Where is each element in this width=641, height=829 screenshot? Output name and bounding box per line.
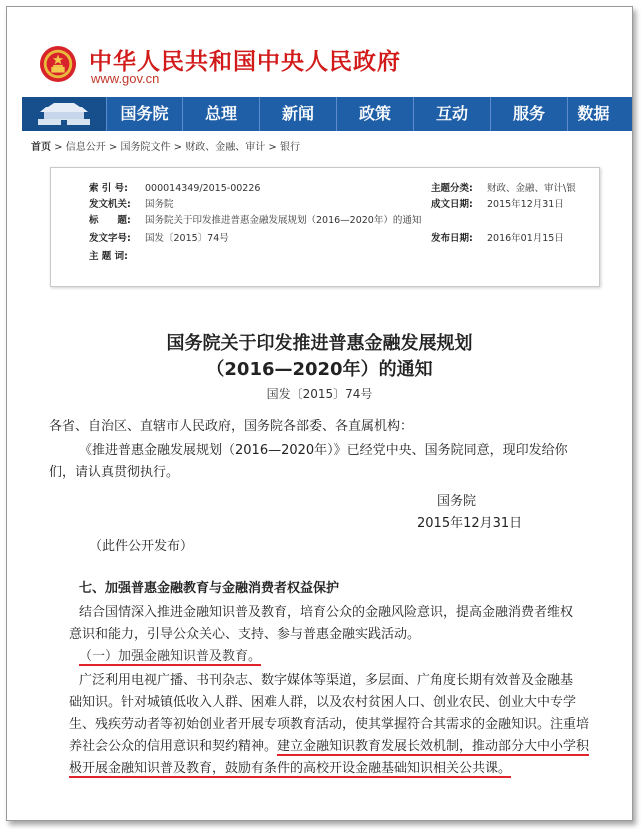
document-number: 国发〔2015〕74号 <box>266 387 373 401</box>
national-emblem-icon[interactable] <box>39 45 77 83</box>
meta-title-value: 国务院关于印发推进普惠金融发展规划（2016—2020年）的通知 <box>145 215 422 226</box>
meta-issuer-label: 发文机关: <box>89 199 131 210</box>
document-title-line1: 国务院关于印发推进普惠金融发展规划 <box>166 333 473 354</box>
meta-publish-label: 发布日期: <box>431 233 473 244</box>
paragraph-line: 础知识。针对城镇低收入人群、困难人群，以及农村贫困人口、创业农民、创业大中专学 <box>69 695 577 710</box>
recipients: 各省、自治区、直辖市人民政府，国务院各部委、各直属机构： <box>49 419 414 434</box>
meta-publish-value: 2016年01月15日 <box>487 233 564 244</box>
breadcrumb-item[interactable]: 银行 <box>280 142 300 153</box>
site-title[interactable]: 中华人民共和国中央人民政府 <box>89 49 401 75</box>
meta-index-label: 索 引 号: <box>89 183 128 194</box>
subsection-heading: （一）加强金融知识普及教育。 <box>79 645 261 666</box>
main-nav <box>22 97 632 131</box>
meta-index-value: 000014349/2015-00226 <box>145 183 261 194</box>
meta-issuer <box>89 196 174 210</box>
meta-title-label: 标 题: <box>89 215 131 226</box>
signer: 国务院 <box>437 494 477 509</box>
nav-item-policy[interactable]: 政策 <box>336 97 413 131</box>
meta-subject-value: 财政、金融、审计\银 <box>487 183 576 194</box>
paragraph-line: 生、残疾劳动者等初始创业者开展专项教育活动，使其掌握符合其需求的金融知识。注重培 <box>69 717 590 732</box>
meta-subject <box>431 180 576 194</box>
document-metadata-panel <box>50 167 600 287</box>
paragraph-line: 《推进普惠金融发展规划（2016—2020年）》已经党中央、国务院同意，现印发给你 <box>79 443 568 458</box>
meta-docno <box>89 230 229 244</box>
nav-item-state-council[interactable]: 国务院 <box>106 97 182 131</box>
site-url[interactable]: www.gov.cn <box>91 71 160 86</box>
paragraph-line: 广泛利用电视广播、书刊杂志、数字媒体等渠道，多层面、广角度长期有效普及金融基 <box>79 673 574 688</box>
breadcrumb-item[interactable]: 财政、金融、审计 <box>185 142 266 153</box>
paragraph-line-part: 养社会公众的信用意识和契约精神。 <box>69 739 278 754</box>
meta-date <box>431 196 564 210</box>
meta-index <box>89 180 260 194</box>
breadcrumb: 首页 > 信息公开 > 国务院文件 > 财政、金融、审计 > 银行 <box>31 142 300 153</box>
site-header <box>7 7 632 93</box>
meta-title <box>89 212 421 226</box>
public-note: （此件公开发布） <box>89 539 194 554</box>
nav-item-premier[interactable]: 总理 <box>182 97 259 131</box>
meta-publish <box>431 230 564 244</box>
paragraph-line: 意识和能力，引导公众关心、支持、参与普惠金融实践活动。 <box>69 627 421 642</box>
nav-item-interaction[interactable]: 互动 <box>413 97 490 131</box>
nav-item-service[interactable]: 服务 <box>490 97 567 131</box>
meta-keywords-label: 主 题 词: <box>89 251 128 262</box>
meta-subject-label: 主题分类: <box>431 183 473 194</box>
document-title-line2: （2016—2020年）的通知 <box>206 359 433 380</box>
meta-date-label: 成文日期: <box>431 199 473 210</box>
nav-item-news[interactable]: 新闻 <box>259 97 336 131</box>
meta-docno-value: 国发〔2015〕74号 <box>145 233 229 244</box>
sign-date: 2015年12月31日 <box>417 516 523 531</box>
section-heading: 七、加强普惠金融教育与金融消费者权益保护 <box>79 581 340 596</box>
paragraph-line <box>69 735 589 754</box>
meta-issuer-value: 国务院 <box>145 199 174 210</box>
paragraph-line: 们，请认真贯彻执行。 <box>49 465 180 480</box>
breadcrumb-item[interactable]: 信息公开 <box>65 142 106 153</box>
screenshot-frame <box>6 6 633 821</box>
tiananmen-logo-icon[interactable] <box>22 97 106 131</box>
breadcrumb-home[interactable]: 首页 <box>31 142 51 153</box>
meta-docno-label: 发文字号: <box>89 233 131 244</box>
meta-date-value: 2015年12月31日 <box>487 199 564 210</box>
highlighted-text: 极开展金融知识普及教育，鼓励有条件的高校开设金融基础知识相关公共课。 <box>69 757 511 778</box>
highlighted-text: 建立金融知识教育发展长效机制，推动部分大中小学积 <box>277 739 590 754</box>
breadcrumb-item[interactable]: 国务院文件 <box>120 142 171 153</box>
meta-keywords <box>89 248 145 262</box>
nav-item-data[interactable]: 数据 <box>567 97 619 131</box>
paragraph-line: 结合国情深入推进金融知识普及教育，培育公众的金融风险意识，提高金融消费者维权 <box>79 605 574 620</box>
